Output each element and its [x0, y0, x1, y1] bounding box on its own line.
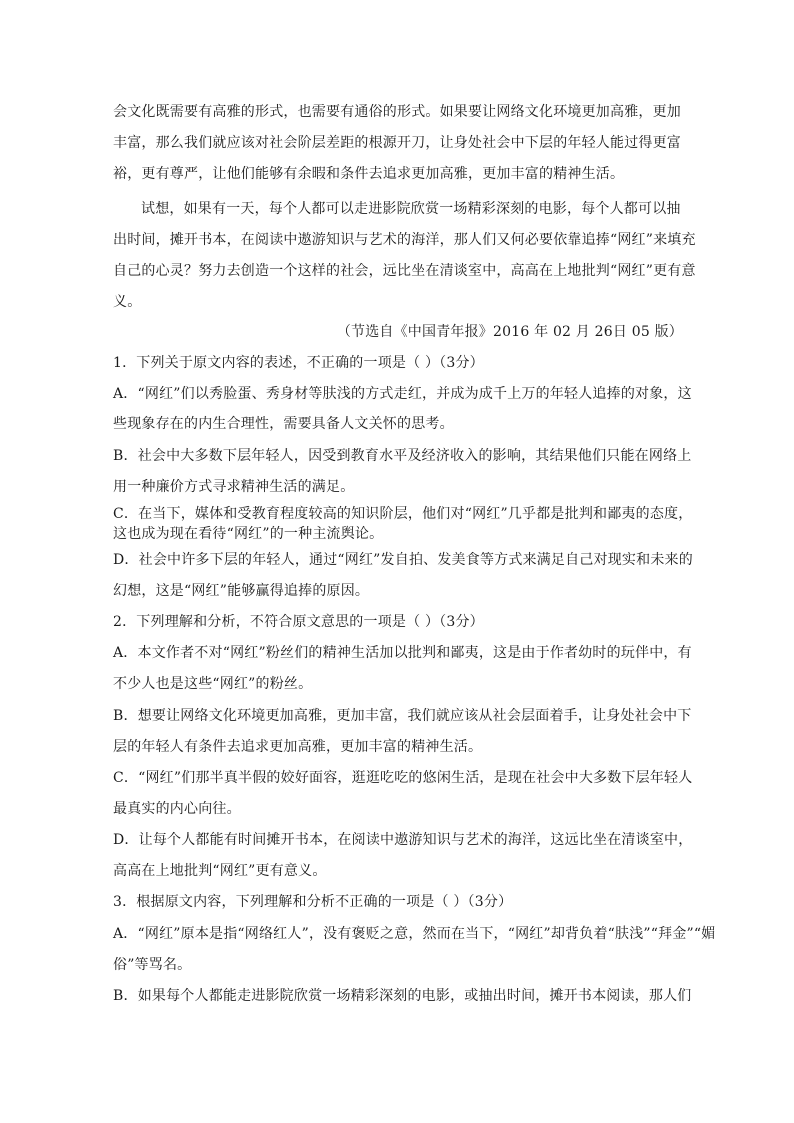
question-2-option-b: B．想要让网络文化环境更加高雅，更加丰富，我们就应该从社会层面着手，让身处社会中下	[113, 708, 692, 724]
question-2-option-a-cont: 不少人也是这些“网红”的粉丝。	[113, 676, 313, 692]
passage-line: 丰富，那么我们就应该对社会阶层差距的根源开刀，让身处社会中下层的年轻人能过得更富	[113, 135, 681, 151]
passage-line: 试想，如果有一天，每个人都可以走进影院欣赏一场精彩深刻的电影，每个人都可以抽	[141, 201, 681, 217]
question-1-option-a-cont: 些现象存在的内生合理性，需要具备人文关怀的思考。	[113, 416, 454, 432]
question-3-option-a: A．“网红”原本是指“网络红人”，没有褒贬之意，然而在当下，“网红”却背负着“肤浅”“拜金”“媚	[113, 926, 716, 942]
question-1-stem: 1．下列关于原文内容的表述，不正确的一项是（ ）（3分）	[113, 355, 484, 371]
question-2-option-c: C．“网红”们那半真半假的姣好面容，逛逛吃吃的悠闲生活，是现在社会中大多数下层年轻人	[113, 770, 693, 786]
question-3-option-b: B．如果每个人都能走进影院欣赏一场精彩深刻的电影，或抽出时间，摊开书本阅读，那人们	[113, 988, 692, 1004]
question-2-option-d: D．让每个人都能有时间摊开书本，在阅读中遨游知识与艺术的海洋，这远比坐在清谈室中，	[113, 832, 693, 848]
question-1-option-c: C．在当下，媒体和受教育程度较高的知识阶层，他们对“网红”几乎都是批判和鄙夷的态度，	[113, 506, 693, 522]
question-3-option-a-cont: 俗”等骂名。	[113, 957, 192, 973]
passage-line: 自己的心灵？努力去创造一个这样的社会，远比坐在清谈室中，高高在上地批判“网红”更有意	[113, 263, 696, 279]
question-3-stem: 3．根据原文内容，下列理解和分析不正确的一项是（ ）（3分）	[113, 894, 513, 910]
document-page	[113, 0, 716, 1123]
question-2-option-b-cont: 层的年轻人有条件去追求更加高雅，更加丰富的精神生活。	[113, 739, 483, 755]
question-2-option-d-cont: 高高在上地批判“网红”更有意义。	[113, 863, 327, 879]
question-1-option-a: A．“网红”们以秀脸蛋、秀身材等肤浅的方式走红，并成为成千上万的年轻人追捧的对象，这	[113, 386, 692, 402]
passage-line: 裕，更有尊严，让他们能够有余暇和条件去追求更加高雅，更加丰富的精神生活。	[113, 166, 625, 182]
question-1-option-d-cont: 幻想，这是“网红”能够赢得追捧的原因。	[113, 583, 370, 599]
source-citation: （节选自《中国青年报》2016 年 02 月 26日 05 版）	[336, 324, 683, 340]
question-1-option-b: B．社会中大多数下层年轻人，因受到教育水平及经济收入的影响，其结果他们只能在网络上	[113, 448, 692, 464]
question-1-option-b-cont: 用一种廉价方式寻求精神生活的满足。	[113, 479, 355, 495]
question-2-option-c-cont: 最真实的内心向往。	[113, 801, 241, 817]
question-1-option-d: D．社会中许多下层的年轻人，通过“网红”发自拍、发美食等方式来满足自己对现实和未来的	[113, 552, 693, 568]
passage-line: 出时间，摊开书本，在阅读中遨游知识与艺术的海洋，那人们又何必要依靠追捧“网红”来填充	[113, 232, 696, 248]
question-1-option-c-cont: 这也成为现在看待“网红”的一种主流舆论。	[113, 526, 384, 542]
passage-line: 会文化既需要有高雅的形式，也需要有通俗的形式。如果要让网络文化环境更加高雅，更加	[113, 104, 681, 120]
question-2-option-a: A．本文作者不对“网红”粉丝们的精神生活加以批判和鄙夷，这是由于作者幼时的玩伴中，有	[113, 645, 692, 661]
passage-line: 义。	[113, 294, 142, 310]
question-2-stem: 2．下列理解和分析，不符合原文意思的一项是（ ）（3分）	[113, 614, 484, 630]
